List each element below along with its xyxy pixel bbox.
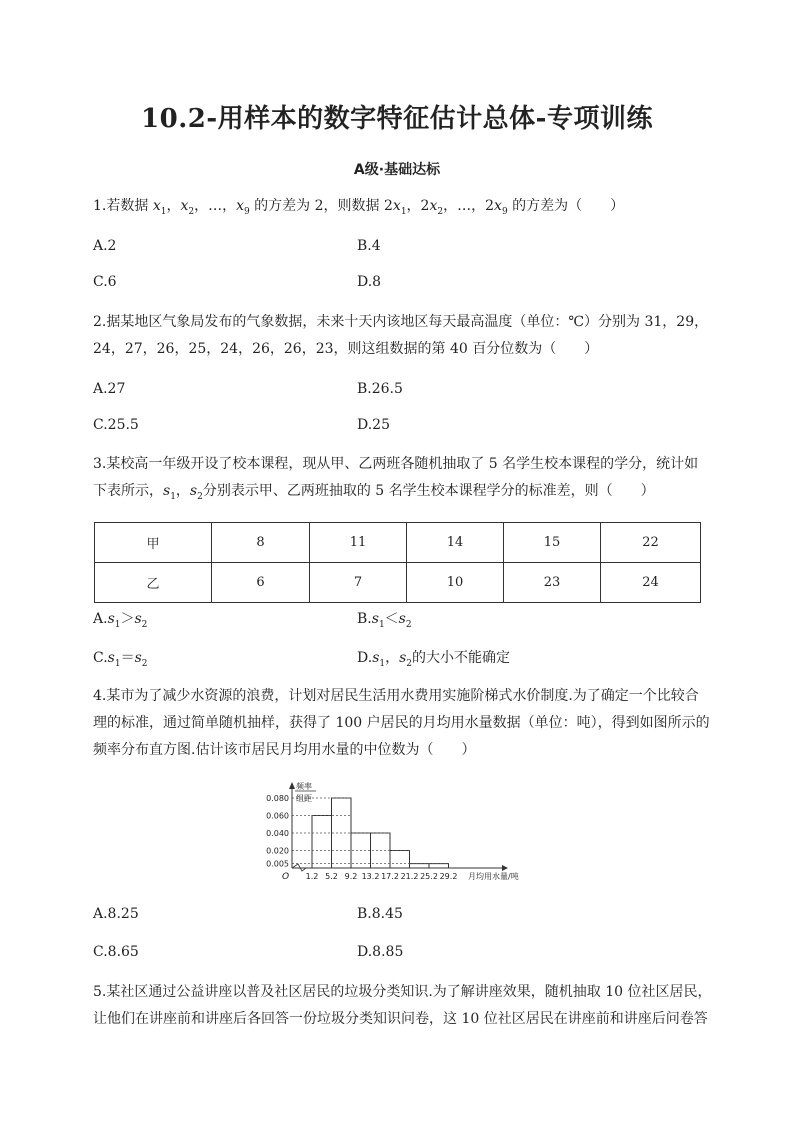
x-axis-label: 月均用水量/吨 (468, 872, 519, 881)
table-cell: 6 (212, 563, 310, 603)
q3-option-c: $C.s_1=s_2$ (93, 650, 148, 669)
table-row (95, 523, 701, 563)
q4-option-a: A.8.25 (93, 906, 139, 922)
q3-option-d: $D.s_1$，$s_2$的大小不能确定 (357, 650, 511, 669)
question-2-text: 2.据某地区气象局发布的气象数据，未来十天内该地区每天最高温度（单位：℃）分别为 31，29， 24，27，26，25，24，26，26，23，则这组数据的第 40 百分位数为（ ） (93, 314, 709, 357)
question-3-text: 3.某校高一年级开设了校本课程，现从甲、乙两班各随机抽取了 5 名学生校本课程的学分，统计如 下表所示，$s_1$，$s_2$分别表示甲、乙两班抽取的 5 名学生校本课程学分的标准差，则（ ） (93, 456, 699, 502)
y-axis-label-top: 频率 (296, 782, 312, 791)
q4-option-c: C.8.65 (93, 944, 139, 960)
x-tick-label: 21.2 (400, 872, 419, 881)
question-5-text: 5.某社区通过公益讲座以普及社区居民的垃圾分类知识.为了解讲座效果，随机抽取 10 位社区居民， 让他们在讲座前和讲座后各回答一份垃圾分类知识问卷，这 10 位社区居民在讲座前和讲座后问卷答 (93, 984, 712, 1027)
page-title: 10.2-用样本的数字特征估计总体-专项训练 (141, 104, 653, 134)
q1-option-d: D.8 (357, 274, 382, 290)
table-cell: 乙 (95, 563, 212, 603)
section-heading: A级·基础达标 (353, 162, 441, 178)
q1-option-b: B.4 (357, 238, 381, 254)
frequency-histogram (260, 775, 560, 890)
histogram-bar (429, 864, 449, 868)
q2-option-c: C.25.5 (93, 417, 139, 433)
x-tick-label: 13.2 (361, 872, 380, 881)
x-tick-label: 1.2 (305, 872, 319, 881)
table-cell: 14 (407, 523, 504, 563)
x-axis-arrow (502, 865, 508, 871)
q2-option-d: D.25 (357, 417, 390, 433)
q4-option-d: D.8.85 (357, 944, 404, 960)
table-cell: 8 (212, 523, 310, 563)
y-tick-label: 0.005 (266, 859, 289, 869)
y-tick-label: 0.040 (266, 829, 289, 838)
score-table (94, 522, 701, 603)
q3-option-b: $B.s_1<s_2$ (357, 611, 412, 630)
question-1-text: 1.若数据 $x_1$，$x_2$，…，$x_9$ 的方差为 2，则数据 $2x_1$，$2x_2$，…，$2x_9$ 的方差为（ ） (93, 198, 625, 217)
y-tick-label: 0.080 (266, 794, 289, 803)
histogram-bar (410, 864, 430, 868)
y-tick-label: 0.060 (266, 811, 289, 821)
y-axis-label-bottom: 组距 (296, 794, 312, 803)
q1-option-c: C.6 (93, 274, 117, 290)
x-tick-label: 29.2 (439, 872, 458, 881)
q2-option-a: A.27 (93, 381, 126, 397)
q1-option-a: A.2 (93, 238, 117, 254)
q3-option-a: $A.s_1>s_2$ (93, 611, 148, 630)
q4-option-b: B.8.45 (357, 906, 403, 922)
histogram-bar (312, 816, 332, 869)
table-cell: 23 (504, 563, 601, 603)
origin-label: O (282, 872, 290, 882)
x-tick-label: 9.2 (344, 872, 358, 881)
q2-option-b: B.26.5 (357, 381, 403, 397)
table-cell: 15 (504, 523, 601, 563)
table-cell: 甲 (95, 523, 212, 563)
x-tick-label: 5.2 (325, 872, 338, 881)
x-tick-label: 25.2 (420, 872, 438, 881)
table-cell: 22 (601, 523, 701, 563)
histogram-bar (390, 851, 410, 869)
table-cell: 10 (407, 563, 504, 603)
table-cell: 24 (601, 563, 701, 603)
y-axis-arrow (289, 782, 295, 789)
table-cell: 11 (310, 523, 407, 563)
table-row (95, 563, 701, 603)
x-tick-label: 17.2 (381, 872, 399, 881)
y-tick-label: 0.020 (266, 846, 289, 856)
question-4-text: 4.某市为了减少水资源的浪费，计划对居民生活用水费用实施阶梯式水价制度.为了确定一个比较合 理的标准，通过简单随机抽样，获得了 100 户居民的月均用水量数据（单位：吨），得到如图所示的 频率分布直方图.估计该市居民月均用水量的中位数为（ ） (93, 688, 710, 758)
table-cell: 7 (310, 563, 407, 603)
